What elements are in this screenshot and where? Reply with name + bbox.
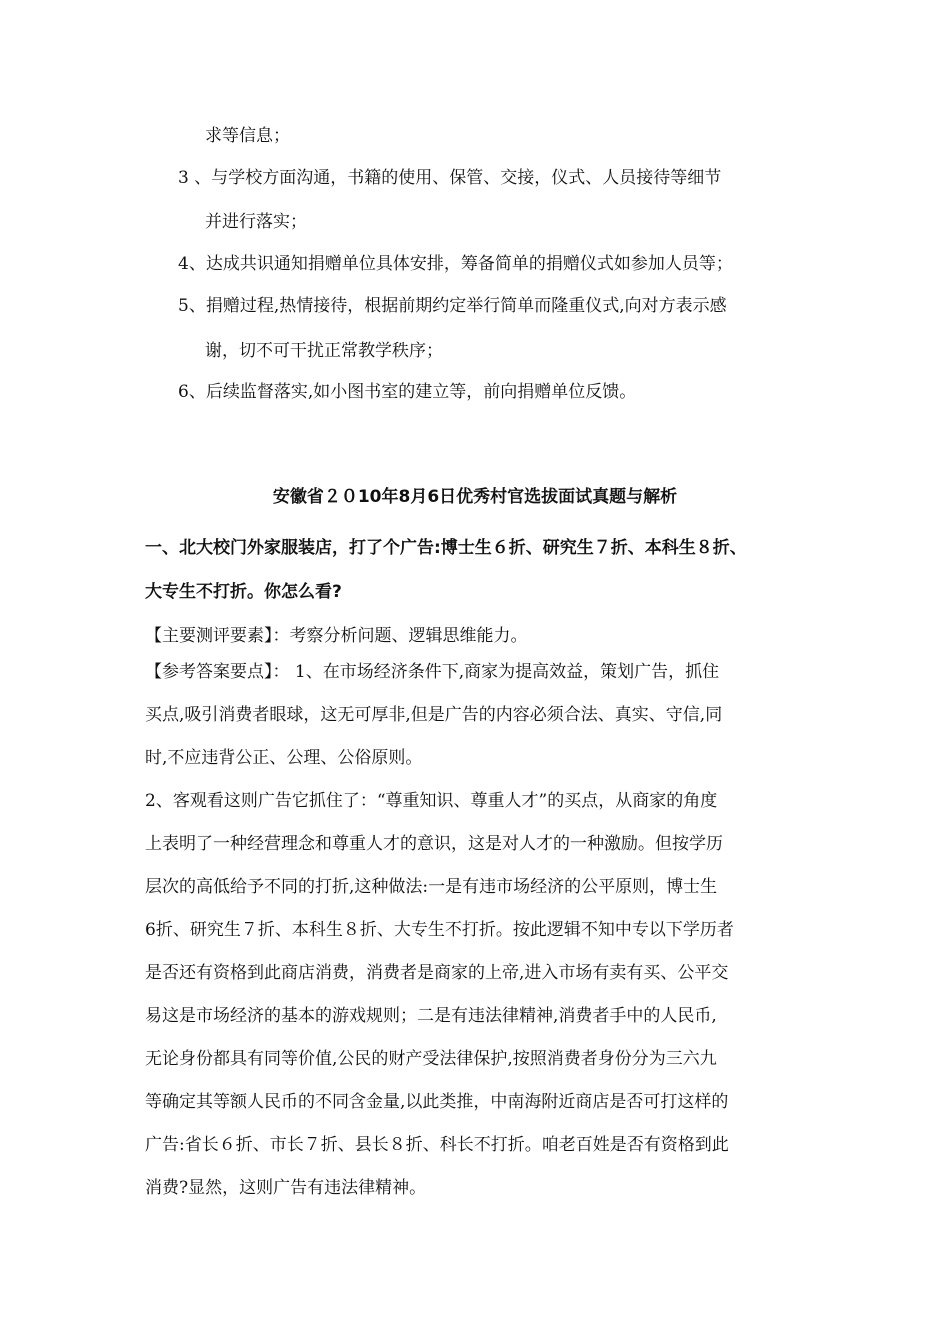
body-line-1: 【主要测评要素】：考察分析问题、逻辑思维能力。 bbox=[145, 626, 528, 646]
list-line-1: 求等信息； bbox=[205, 126, 290, 146]
body-line-12: 等确定其等额人民币的不同含金量,以此类推，中南海附近商店是否可打这样的 bbox=[145, 1092, 729, 1112]
body-line-14: 消费?显然，这则广告有违法律精神。 bbox=[145, 1178, 427, 1198]
list-item-6: 6、后续监督落实,如小图书室的建立等，前向捐赠单位反馈。 bbox=[178, 382, 637, 402]
body-line-4: 时,不应违背公正、公理、公俗原则。 bbox=[145, 748, 423, 768]
body-line-6: 上表明了一种经营理念和尊重人才的意识，这是对人才的一种激励。但按学历 bbox=[145, 834, 723, 854]
body-line-3: 买点,吸引消费者眼球，这无可厚非,但是广告的内容必须合法、真实、守信,同 bbox=[145, 705, 723, 725]
question-line-2: 大专生不打折。你怎么看? bbox=[145, 582, 342, 602]
body-line-7: 层次的高低给予不同的打折,这种做法:一是有违市场经济的公平原则，博士生 bbox=[145, 877, 718, 897]
section-title: 安徽省２０10年8月6日优秀村官选拔面试真题与解析 bbox=[272, 487, 678, 507]
body-line-11: 无论身份都具有同等价值,公民的财产受法律保护,按照消费者身份分为三六九 bbox=[145, 1049, 717, 1069]
list-line-6: 谢，切不可干扰正常教学秩序； bbox=[205, 341, 443, 361]
list-item-5: 5、捐赠过程,热情接待，根据前期约定举行简单而隆重仪式,向对方表示感 bbox=[178, 296, 727, 316]
body-line-9: 是否还有资格到此商店消费，消费者是商家的上帝,进入市场有卖有买、公平交 bbox=[145, 963, 729, 983]
body-line-5: 2、客观看这则广告它抓住了：“尊重知识、尊重人才”的买点，从商家的角度 bbox=[145, 791, 718, 811]
list-item-3: 3 、与学校方面沟通，书籍的使用、保管、交接，仪式、人员接待等细节 bbox=[178, 168, 722, 188]
body-line-8: 6折、研究生７折、本科生８折、大专生不打折。按此逻辑不知中专以下学历者 bbox=[145, 920, 734, 940]
body-line-13: 广告:省长６折、市长７折、县长８折、科长不打折。咱老百姓是否有资格到此 bbox=[145, 1135, 729, 1155]
list-line-3: 并进行落实； bbox=[205, 212, 307, 232]
body-line-10: 易这是市场经济的基本的游戏规则；二是有违法律精神,消费者手中的人民币, bbox=[145, 1006, 717, 1026]
question-line-1: 一、北大校门外家服装店，打了个广告:博士生６折、研究生７折、本科生８折、 bbox=[145, 538, 747, 558]
body-line-2: 【参考答案要点】： 1、在市场经济条件下,商家为提高效益，策划广告，抓住 bbox=[145, 662, 720, 682]
list-item-4: 4、达成共识通知捐赠单位具体安排，筹备简单的捐赠仪式如参加人员等； bbox=[178, 254, 733, 274]
